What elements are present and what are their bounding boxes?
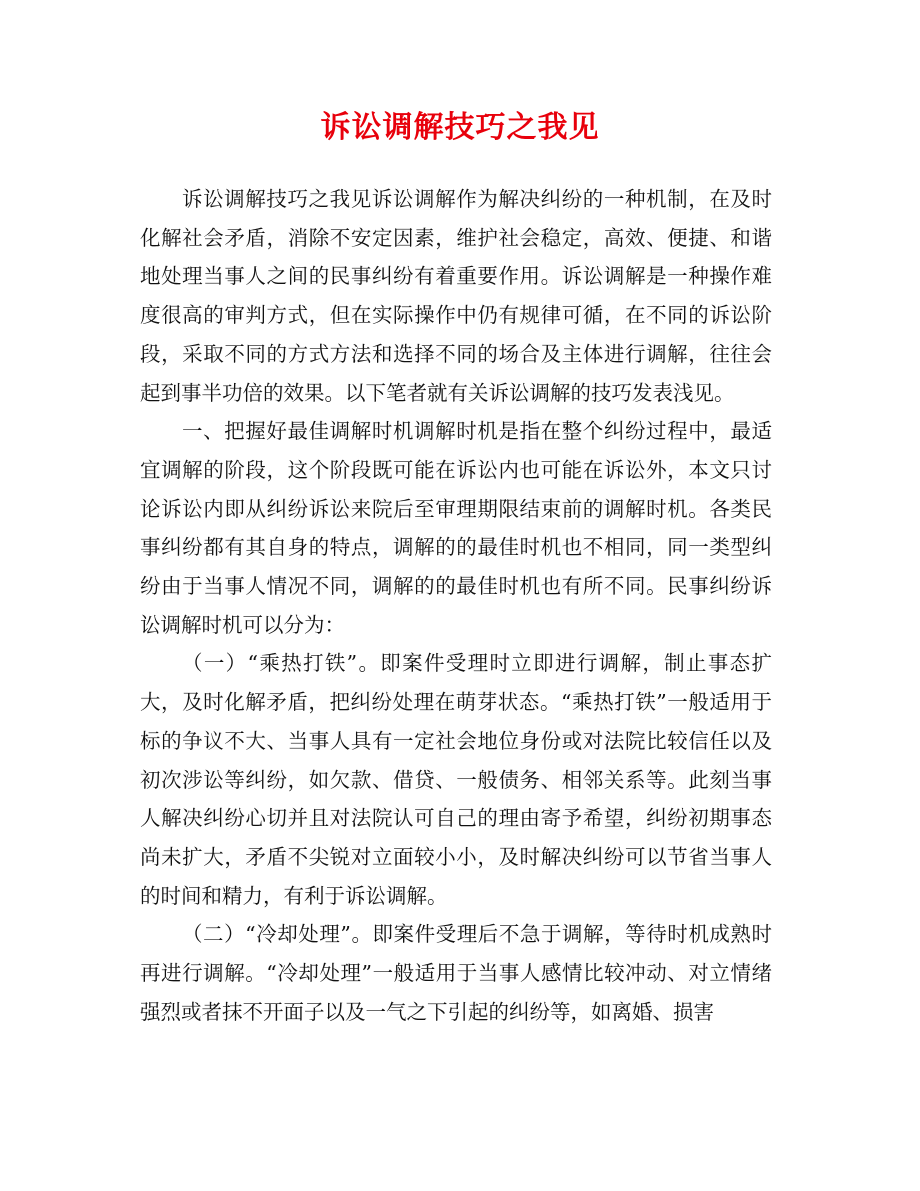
document-title: 诉讼调解技巧之我见 <box>320 110 600 145</box>
document-body <box>140 180 772 1031</box>
paragraph-section-1: 一、把握好最佳调解时机调解时机是指在整个纠纷过程中，最适宜调解的阶段，这个阶段既可能在诉讼内也可能在诉讼外，本文只讨论诉讼内即从纠纷诉讼来院后至审理期限结束前的调解时机。各类民事纠纷都有其自身的特点，调解的的最佳时机也不相同，同一类型纠纷由于当事人情况不同，调解的的最佳时机也有所不同。民事纠纷诉讼调解时机可以分为： <box>140 419 772 637</box>
paragraph-intro: 诉讼调解技巧之我见诉讼调解作为解决纠纷的一种机制，在及时化解社会矛盾，消除不安定因素，维护社会稳定，高效、便捷、和谐地处理当事人之间的民事纠纷有着重要作用。诉讼调解是一种操作难度很高的审判方式，但在实际操作中仍有规律可循，在不同的诉讼阶段，采取不同的方式方法和选择不同的场合及主体进行调解，往往会起到事半功倍的效果。以下笔者就有关诉讼调解的技巧发表浅见。 <box>140 187 772 405</box>
paragraph-subsection-2: （二）“冷却处理”。即案件受理后不急于调解，等待时机成熟时再进行调解。“冷却处理”一般适用于当事人感情比较冲动、对立情绪强烈或者抹不开面子以及一气之下引起的纠纷等，如离婚、损害 <box>140 922 772 1024</box>
paragraph-subsection-1: （一）“乘热打铁”。即案件受理时立即进行调解，制止事态扩大，及时化解矛盾，把纠纷处理在萌芽状态。“乘热打铁”一般适用于标的争议不大、当事人具有一定社会地位身份或对法院比较信任以及初次涉讼等纠纷，如欠款、借贷、一般债务、相邻关系等。此刻当事人解决纠纷心切并且对法院认可自己的理由寄予希望，纠纷初期事态尚未扩大，矛盾不尖锐对立面较小小，及时解决纠纷可以节省当事人的时间和精力，有利于诉讼调解。 <box>140 651 772 908</box>
